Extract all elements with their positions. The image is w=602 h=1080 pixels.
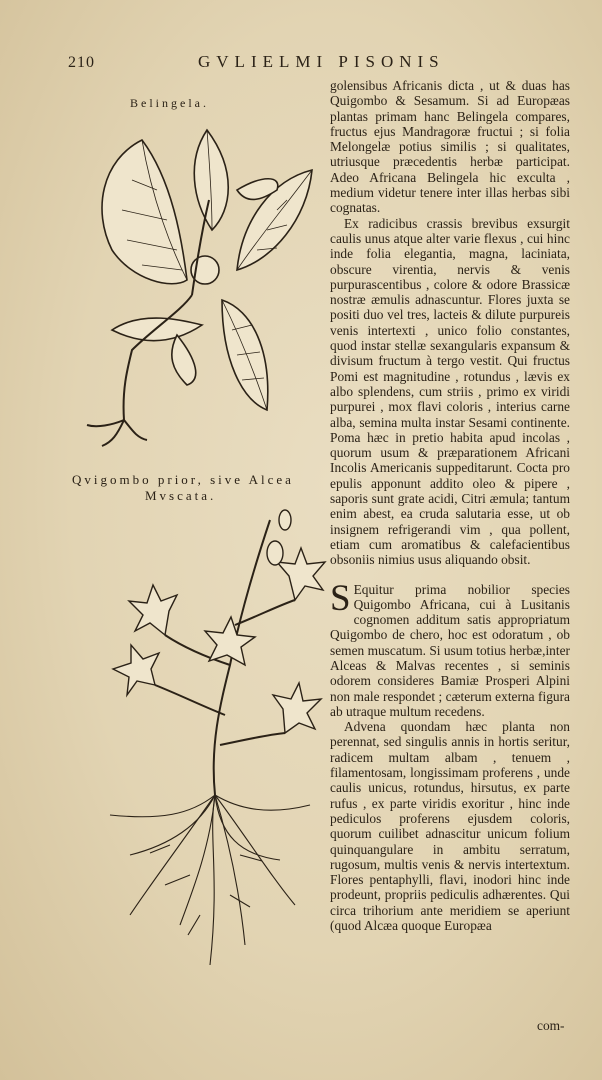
drop-cap: S bbox=[330, 577, 351, 619]
paragraph-3 bbox=[330, 577, 570, 720]
paragraph-4: Advena quondam hæc planta non perennat, sed singulis annis in hortis seritur, radicem multam albam , tenuem , filamentosam, longissimam proferens , unde caulis unicus, rotundus, hirsutus, ex parte rufus , ex parte viridis exoritur , hinc inde pediculos proferens ejusdem coloris, quorum cuilibet adnascitur unicum folium quinquangulare in ambitu serratum, rugosum, multis venis & nervis intertextum. Flores pentaphylli, flavi, inodori hinc inde prodeunt, propriis pediculis adhærentes. Qui circa trihorium ante meridiem se aperiunt (quod Alcæa quoque Europæa bbox=[330, 719, 570, 934]
figure-caption-quigombo-line2: Mvscata. bbox=[145, 488, 217, 503]
quigombo-illustration bbox=[70, 505, 330, 975]
page-number: 210 bbox=[68, 54, 95, 71]
body-text bbox=[330, 78, 570, 933]
belingela-illustration bbox=[72, 120, 332, 460]
figure-caption-belingela: Belingela. bbox=[130, 96, 209, 110]
paragraph-3-text: Equitur prima nobilior species Quigombo Africana, cui à Lusitanis cognomen additum satis appropriatum Quigombo de chero, hoc est odoratum , ob semen muscatum. Si usum totius herbæ,inter Alceas & Malvas recentes , si seminis odorem consideres Bamiæ Prosperi Alpini non male respondet ; cæterum externa figura ab utraque multum recedens. bbox=[330, 581, 570, 719]
running-head: GVLIELMI PISONIS bbox=[198, 52, 445, 71]
belingela-plant-drawing bbox=[72, 120, 332, 460]
quigombo-plant-drawing bbox=[70, 505, 330, 975]
figure-caption-quigombo-line1: Qvigombo prior, sive Alcea bbox=[72, 472, 294, 487]
catchword: com- bbox=[537, 1018, 565, 1033]
paragraph-2: Ex radicibus crassis brevibus exsurgit caulis unus atque alter varie flexus , cui hinc inde folia elegantia, magna, laciniata, obscure virentia, nervis & venis purpurascentibus , colore & odore Brassicæ nostræ æmulis adnascuntur. Flores juxta se positi duo vel tres, lacteis & dilute purpureis venis intertexti , unico folio constantes, quod instar stellæ sexangularis expansum & divisum fructum à tergo vestit. Qui fructus Pomi est magnitudine , rotundus , lævis ex albo splendens, cum striis , primo ex viridi purpurei , mox flavi coloris , interius carne alba, semina multa instar Sesami continente. Poma hæc in pretio habita apud incolas , quorum usum & præparationem Africani Incolis Americanis suppeditarunt. Cocta pro epulis apponunt addito oleo & pipere , saporis sunt grate acidi, Citri æmula; tantum enim abest, ea cruda salutaria esse, ut ob insignem refrigerandi vim , qua pollent, etiam cum aromatibus & calefacientibus obsoniis nimius usus aliquando obsit. bbox=[330, 215, 570, 568]
paragraph-1: golensibus Africanis dicta , ut & duas has Quigombo & Sesamum. Si ad Europæas plantas primam hanc Belingela compares, fructus ejus Mandragoræ fructui ; si folia Melongelæ potius similis ; si qualitates, utriusque præcedentis herbæ participat. Adeo Africana Belingela hic exculta , medium videtur tenere inter illas herbas sibi cognatas. bbox=[330, 78, 570, 216]
